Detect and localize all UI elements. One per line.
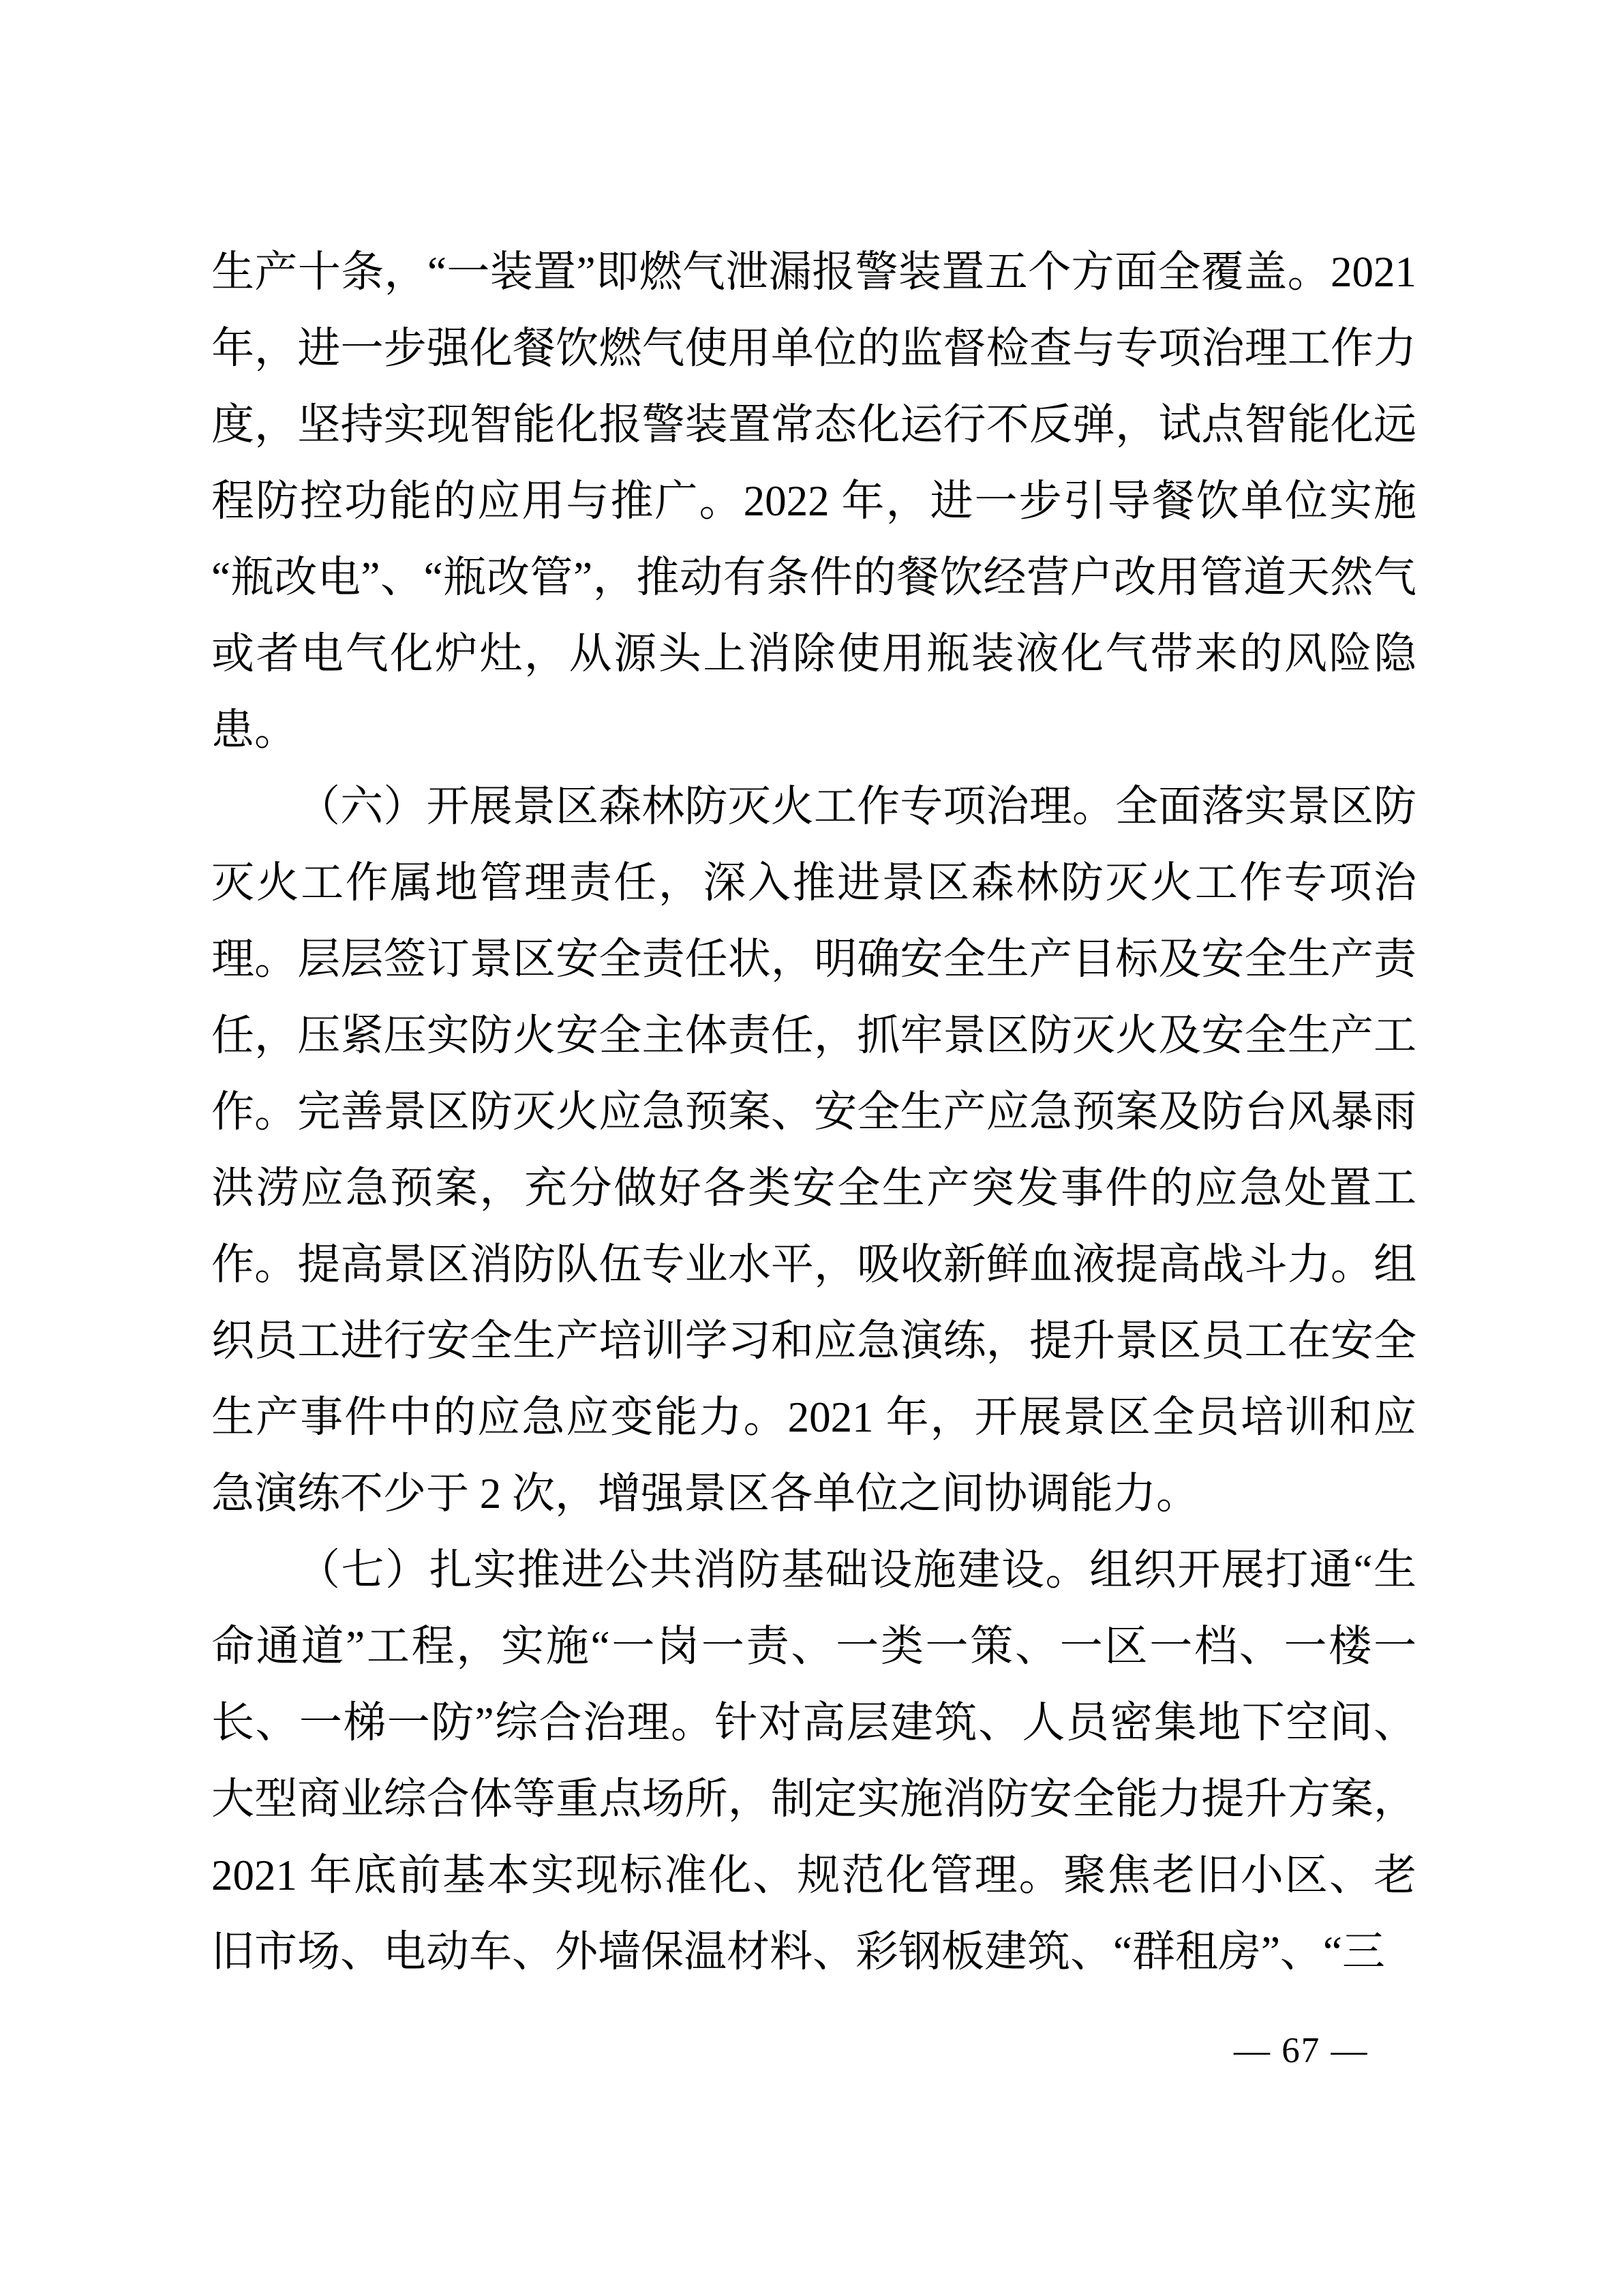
section-heading: （七）扎实推进公共消防基础设施建设。 [297, 1545, 1090, 1595]
body-text: 生产十条，“一装置”即燃气泄漏报警装置五个方面全覆盖。2021 年，进一步强化餐饮燃气使用单位的监督检查与专项治理工作力度，坚持实现智能化报警装置常态化运行不反弹，试点智能化远程防控功能的应用与推广。2022 年，进一步引导餐饮单位实施“瓶改电”、“瓶改管”，推动有条件的餐饮经营户改用管道天然气或者电气化炉灶，从源头上消除使用瓶装液化气带来的风险隐患。 [211, 248, 1416, 754]
section-heading: （六）开展景区森林防灭火工作专项治理。 [297, 781, 1116, 831]
body-text: 组织开展打通“生命通道”工程，实施“一岗一责、一类一策、一区一档、一楼一长、一梯一防”综合治理。针对高层建筑、人员密集地下空间、大型商业综合体等重点场所，制定实施消防安全能力提升方案，2021 年底前基本实现标准化、规范化管理。聚焦老旧小区、老旧市场、电动车、外墙保温材料、彩钢板建筑、“群租房”、“三 [211, 1546, 1417, 1976]
paragraph [211, 1532, 1416, 1990]
paragraph [211, 234, 1416, 768]
paragraph [211, 768, 1416, 1532]
body-text: 全面落实景区防灭火工作属地管理责任，深入推进景区森林防灭火工作专项治理。层层签订景区安全责任状，明确安全生产目标及安全生产责任，压紧压实防火安全主体责任，抓牢景区防灭火及安全生产工作。完善景区防灭火应急预案、安全生产应急预案及防台风暴雨洪涝应急预案，充分做好各类安全生产突发事件的应急处置工作。提高景区消防队伍专业水平，吸收新鲜血液提高战斗力。组织员工进行安全生产培训学习和应急演练，提升景区员工在安全生产事件中的应急应变能力。2021 年，开展景区全员培训和应急演练不少于 2 次，增强景区各单位之间协调能力。 [211, 783, 1417, 1517]
document-body [211, 234, 1416, 1990]
page-number: — 67 — [1234, 2031, 1369, 2070]
